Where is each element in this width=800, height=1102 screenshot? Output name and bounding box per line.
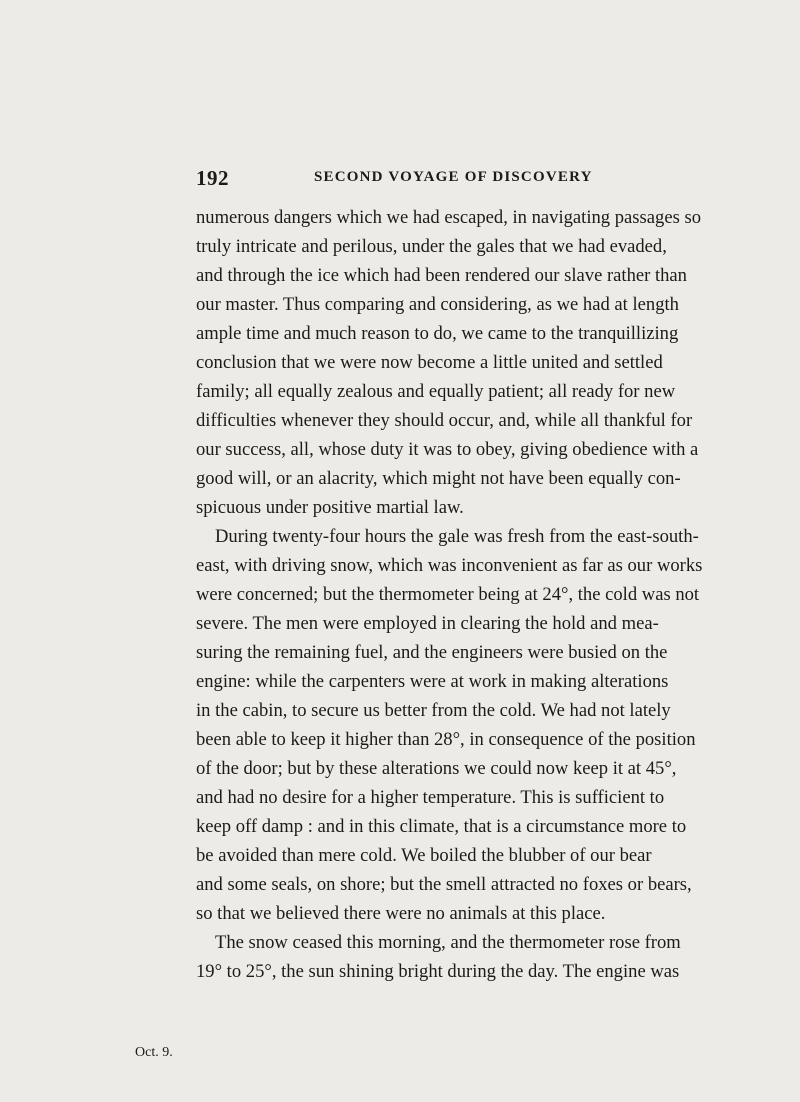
text-line: of the door; but by these alterations we could now keep it at 45°,	[196, 758, 677, 779]
text-line: keep off damp : and in this climate, that is a circumstance more to	[196, 816, 687, 837]
text-line: severe. The men were employed in clearing the hold and mea-	[196, 613, 659, 634]
text-line: east, with driving snow, which was inconvenient as far as our works	[196, 555, 703, 576]
running-head: SECOND VOYAGE OF DISCOVERY	[314, 169, 593, 185]
text-line: The snow ceased this morning, and the thermometer rose from	[215, 932, 681, 953]
text-line: so that we believed there were no animals at this place.	[196, 903, 606, 924]
text-line: difficulties whenever they should occur, and, while all thankful for	[196, 410, 693, 431]
text-line: were concerned; but the thermometer being at 24°, the cold was not	[196, 584, 700, 605]
text-line: truly intricate and perilous, under the gales that we had evaded,	[196, 236, 667, 257]
text-line: our success, all, whose duty it was to obey, giving obedience with a	[196, 439, 699, 460]
page-header	[196, 166, 614, 190]
text-line: our master. Thus comparing and considering, as we had at length	[196, 294, 679, 315]
text-line: ample time and much reason to do, we came to the tranquillizing	[196, 323, 679, 344]
text-line: spicuous under positive martial law.	[196, 497, 464, 518]
text-line: family; all equally zealous and equally patient; all ready for new	[196, 381, 676, 402]
text-line: conclusion that we were now become a little united and settled	[196, 352, 663, 373]
page-number: 192	[196, 166, 229, 190]
text-line: been able to keep it higher than 28°, in consequence of the position	[196, 729, 696, 750]
text-line: 19° to 25°, the sun shining bright during the day. The engine was	[196, 961, 680, 982]
text-line: and some seals, on shore; but the smell attracted no foxes or bears,	[196, 874, 692, 895]
body-text	[196, 203, 703, 986]
text-line: and had no desire for a higher temperature. This is sufficient to	[196, 787, 665, 808]
text-line: be avoided than mere cold. We boiled the blubber of our bear	[196, 845, 652, 866]
text-line: engine: while the carpenters were at work in making alterations	[196, 671, 669, 692]
text-line: suring the remaining fuel, and the engineers were busied on the	[196, 642, 668, 663]
text-line: numerous dangers which we had escaped, in navigating passages so	[196, 207, 701, 228]
text-line: good will, or an alacrity, which might not have been equally con-	[196, 468, 681, 489]
text-line: During twenty-four hours the gale was fresh from the east-south-	[215, 526, 699, 547]
margin-date-note: Oct. 9.	[135, 1045, 173, 1060]
text-line: and through the ice which had been rendered our slave rather than	[196, 265, 687, 286]
text-line: in the cabin, to secure us better from the cold. We had not lately	[196, 700, 671, 721]
